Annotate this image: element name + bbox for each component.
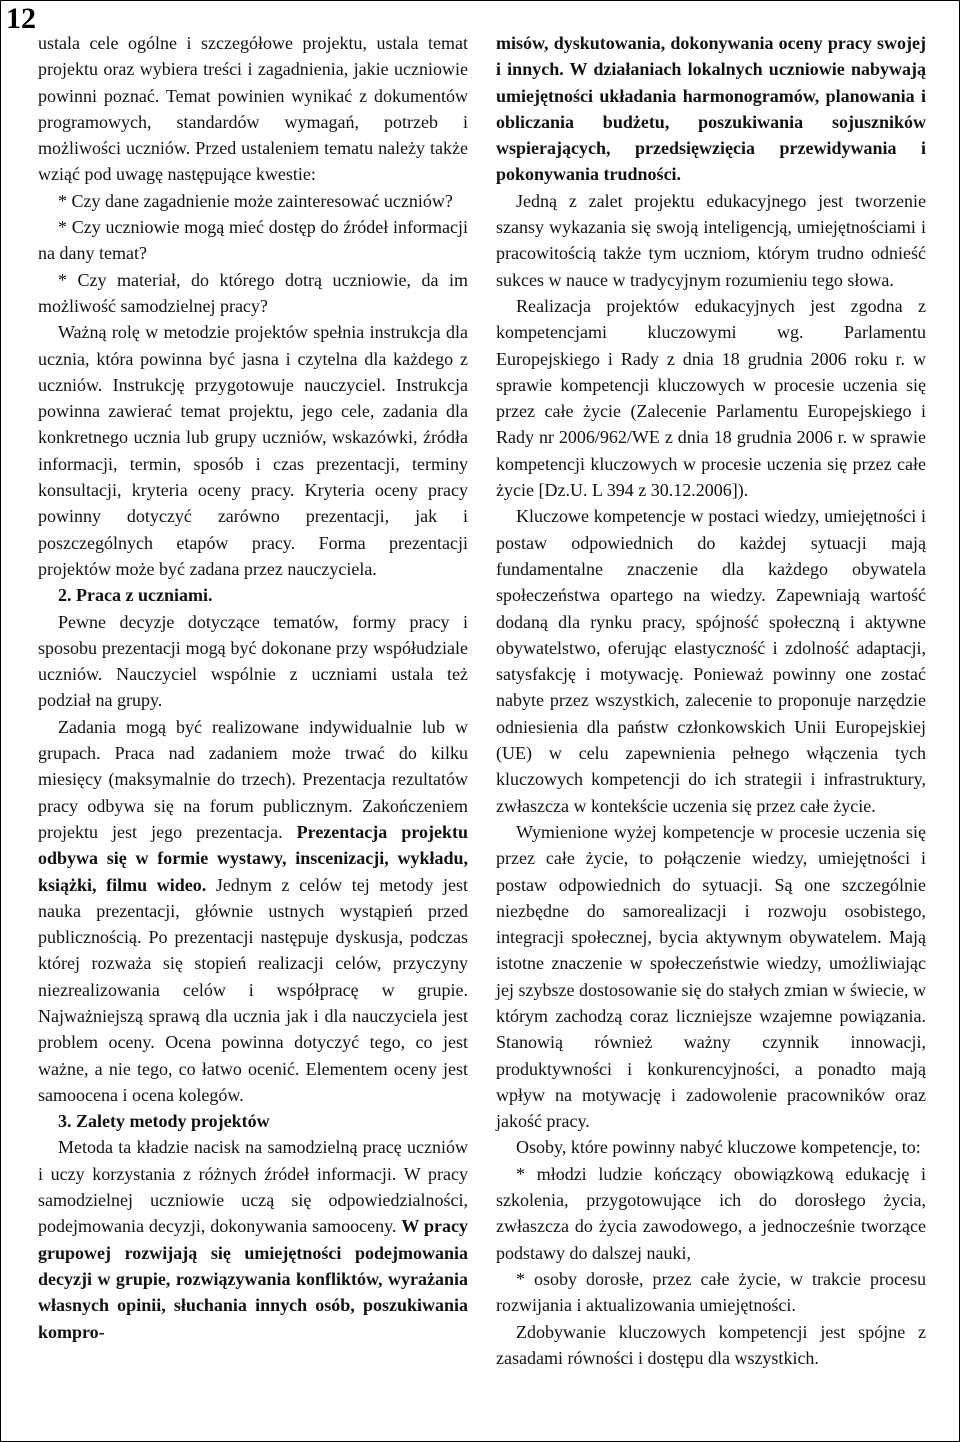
paragraph-chance: Jedną z zalet projektu edukacyjnego jest tworzenie szansy wykazania się swoją inteligencją, umiejętnościami i pracowitością także tym uczniom, którym trudno odnieść sukces w nauce w tradycyjnym rozumieniu tego słowa. bbox=[496, 190, 926, 290]
paragraph-instruction: Ważną rolę w metodzie projektów spełnia instrukcja dla ucznia, która powinna być jasna i czytelna dla każdego z uczniów. Instrukcję przygotowuje nauczyciel. Instrukcja powinna zawierać temat projektu, jego cele, zadania dla konkretnego ucznia lub grupy uczniów, wskazówki, źródła informacji, termin, sposób i czas prezentacji, terminy konsultacji, kryteria oceny pracy. Kryteria oceny pracy powinny dotyczyć zarówno prezentacji, jak i poszczególnych etapów pracy. Forma prezentacji projektów może być zadana przez nauczyciela. bbox=[38, 322, 468, 579]
section-heading-3: 3. Zalety metody projektów bbox=[58, 1111, 270, 1132]
tasks-text: Zadania mogą być realizowane indywidualnie lub w grupach. Praca nad zadaniem może trwać do kilku miesięcy (maksymalnie do trzech). Prezentacja rezultatów pracy odbywa się na forum publicznym. Zakończeniem projektu jest jego prezentacja. bbox=[38, 716, 468, 842]
paragraph-tasks bbox=[38, 714, 468, 1108]
advantages-text: Metoda ta kładzie nacisk na samodzielną pracę uczniów i uczy korzystania z różnych źródeł informacji. W pracy samodzielnej uczniowie uczą się odpowiedzialności, podejmowania decyzji, dokonywania samooceny. bbox=[38, 1137, 468, 1237]
tasks-bold-text: Prezentacja projektu odbywa się w formie wystawy, inscenizacji, wykładu, książki, filmu wideo. bbox=[38, 821, 469, 895]
advantages-bold-text: W pracy grupowej rozwijają się umiejętności podejmowania decyzji w grupie, rozwiązywania konfliktów, wyrażania własnych opinii, słuchania innych osób, poszukiwania kompro- bbox=[38, 1216, 468, 1342]
paragraph-group-skills: misów, dyskutowania, dokonywania oceny pracy swojej i innych. W działaniach lokalnych uczniowie nabywają umiejętności układania harmonogramów, planowania i obliczania budżetu, poszukiwania sojuszników wspierających, przedsięwzięcia przewidywania i pokonywania trudności. bbox=[496, 33, 926, 185]
paragraph-knowledge: Kluczowe kompetencje w postaci wiedzy, umiejętności i postaw odpowiednich do każdej sytuacji mają fundamentalne znaczenie dla każdego obywatela społeczeństwa opartego na wiedzy. Zapewniają wartość dodaną dla rynku pracy, spójność społeczną i aktywne obywatelstwo, oferując elastyczność i zdolność adaptacji, satysfakcję i motywację. Ponieważ powinny one zostać nabyte przez wszystkich, zalecenie to proponuje narzędzie odniesienia dla państw członkowskich Unii Europejskiej (UE) w celu zapewnienia pełnego włączenia tych kluczowych kompetencji do ich strategii i infrastruktury, zwłaszcza w kontekście uczenia się przez całe życie. bbox=[496, 506, 926, 816]
question-material: * Czy materiał, do którego dotrą uczniowie, da im możliwość samodzielnej pracy? bbox=[38, 269, 468, 316]
question-sources: * Czy uczniowie mogą mieć dostęp do źródeł informacji na dany temat? bbox=[38, 217, 468, 264]
paragraph-decisions: Pewne decyzje dotyczące tematów, formy pracy i sposobu prezentacji mogą być dokonane przy współudziale uczniów. Nauczyciel wspólnie z uczniami ustala też podział na grupy. bbox=[38, 611, 468, 711]
paragraph-lifelong: Wymienione wyżej kompetencje w procesie uczenia się przez całe życie, to połączenie wiedzy, umiejętności i postaw odpowiednich do sytuacji. Są one szczególnie niezbędne do samorealizacji i rozwoju osobistego, integracji społecznej, bycia aktywnym obywatelem. Mają istotne znaczenie w społeczeństwie wiedzy, umożliwiając jej szybsze dostosowanie się do stałych zmian w świecie, w którym zachodzą coraz liczniejsze wzajemne powiązania. Stanowią również ważny czynnik innowacji, produktywności i konkurencyjności, a ponadto mają wpływ na motywację i zadowolenie pracowników oraz jakość pracy. bbox=[496, 821, 926, 1132]
page-number: 12 bbox=[6, 2, 36, 35]
left-column bbox=[38, 30, 468, 1345]
paragraph-conclusion: Zdobywanie kluczowych kompetencji jest spójne z zasadami równości i dostępu dla wszystkich. bbox=[496, 1321, 926, 1368]
question-interest: * Czy dane zagadnienie może zainteresować uczniów? bbox=[58, 190, 453, 211]
bullet-young-people: * młodzi ludzie kończący obowiązkową edukację i szkolenia, przygotowujące ich do dorosłego życia, zwłaszcza do życia zawodowego, a jednocześnie tworzące podstawy do dalszej nauki, bbox=[496, 1163, 926, 1263]
tasks-tail-text: Jednym z celów tej metody jest nauka prezentacji, głównie ustnych wystąpień przed publicznością. Po prezentacji następuje dyskusja, podczas której rozważa się stopień realizacji celów, przyczyny niezrealizowania celów i współpracę w grupie. Najważniejszą sprawą dla ucznia jak i dla nauczyciela jest problem oceny. Ocena powinna dotyczyć tego, co jest ważne, a nie tego, co łatwo ocenić. Elementem oceny jest samoocena i ocena kolegów. bbox=[38, 874, 468, 1105]
section-heading-2: 2. Praca z uczniami. bbox=[58, 585, 213, 606]
paragraph-intro: ustala cele ogólne i szczegółowe projektu, ustala temat projektu oraz wybiera treści i zagadnienia, jakie uczniowie powinni poznać. Temat powinien wynikać z dokumentów programowych, standardów wymagań, potrzeb i możliwości uczniów. Przed ustaleniem tematu należy także wziąć pod uwagę następujące kwestie: bbox=[38, 33, 468, 185]
paragraph-key-competences: Realizacja projektów edukacyjnych jest zgodna z kompetencjami kluczowymi wg. Parlamentu Europejskiego i Rady z dnia 18 grudnia 2006 roku r. w sprawie kompetencji kluczowych w procesie uczenia się przez całe życie (Zalecenie Parlamentu Europejskiego i Rady nr 2006/962/WE z dnia 18 grudnia 2006 r. w sprawie kompetencji kluczowych w procesie uczenia się przez całe życie [Dz.U. L 394 z 30.12.2006]). bbox=[496, 295, 926, 501]
paragraph-advantages bbox=[38, 1134, 468, 1344]
bullet-adults: * osoby dorosłe, przez całe życie, w trakcie procesu rozwijania i aktualizowania umiejętności. bbox=[496, 1268, 926, 1316]
paragraph-who: Osoby, które powinny nabyć kluczowe kompetencje, to: bbox=[516, 1137, 921, 1158]
right-column bbox=[496, 30, 926, 1371]
